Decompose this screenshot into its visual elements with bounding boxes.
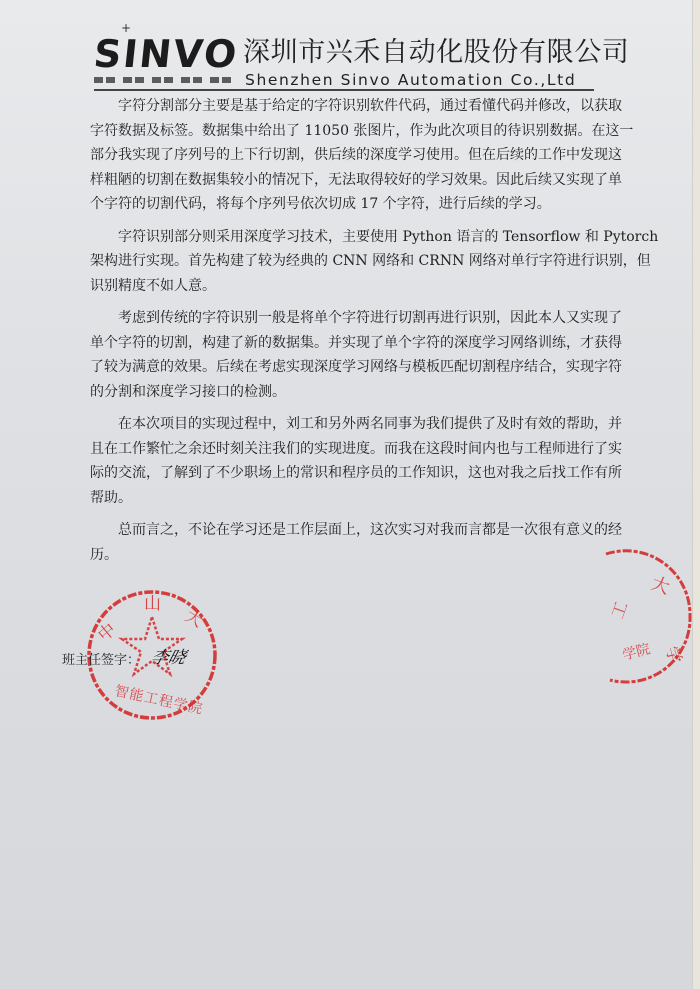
letterhead [91, 21, 630, 89]
seal-char: 学 [661, 644, 685, 666]
page-edge [692, 0, 700, 989]
seal-char: 工 [607, 598, 633, 622]
text-line: 际的交流，了解到了不少职场上的常识和程序员的工作知识，这也对我之后找工作有所 [90, 465, 622, 481]
text-line: 架构进行实现。首先构建了较为经典的 CNN 网络和 CRNN 网络对单行字符进行识别，但 [90, 253, 651, 269]
seal-char: 大 [181, 606, 207, 632]
paragraph-conclusion [90, 518, 622, 567]
text-line: 部分我实现了序列号的上下行切割，供后续的深度学习使用。但在后续的工作中发现这 [90, 147, 622, 163]
text-line: 的分割和深度学习接口的检测。 [90, 383, 286, 400]
logo-decoration [94, 77, 231, 83]
text-line: 考虑到传统的字符识别一般是将单个字符进行切割再进行识别，因此本人又实现了 [118, 310, 622, 326]
text-line: 字符识别部分则采用深度学习技术，主要使用 Python 语言的 Tensorflow 和 Pytorch [118, 228, 659, 245]
text-line: 单个字符的切割，构建了新的数据集。并实现了单个字符的深度学习网络训练，才获得 [90, 334, 622, 351]
document-body [90, 94, 659, 575]
university-seal-right [598, 548, 693, 688]
seal-char: 大 [648, 572, 673, 599]
logo-sparkle-icon: + [121, 21, 132, 35]
text-line: 识别精度不如人意。 [90, 277, 216, 294]
seal-char: 山 [144, 594, 161, 614]
paragraph-acknowledgement [90, 412, 622, 510]
paragraph-segmentation [90, 94, 634, 217]
text-line: 字符数据及标签。数据集中给出了 11050 张图片，作为此次项目的待识别数据。在这一 [90, 122, 634, 139]
seal-char: 学院 [620, 641, 653, 664]
seal-bottom-text: 智能工程学院 [113, 683, 205, 718]
text-line: 总而言之，不论在学习还是工作层面上，这次实习对我而言都是一次很有意义的经 [118, 522, 622, 538]
text-line: 字符分割部分主要是基于给定的字符识别软件代码，通过看懂代码并修改，以获取 [118, 98, 622, 114]
company-name-cn: 深圳市兴禾自动化股份有限公司 [243, 37, 630, 68]
text-line: 在本次项目的实现过程中，刘工和另外两名同事为我们提供了及时有效的帮助，并 [118, 416, 622, 432]
company-logo: SINVO [91, 32, 241, 76]
paragraph-recognition [90, 225, 659, 299]
text-line: 历。 [90, 546, 118, 563]
text-line: 帮助。 [90, 489, 132, 506]
company-name-en: Shenzhen Sinvo Automation Co.,Ltd [245, 71, 577, 89]
text-line: 样粗陋的切割在数据集较小的情况下，无法取得较好的学习效果。因此后续又实现了单 [90, 171, 622, 188]
text-line: 了较为满意的效果。后续在考虑实现深度学习网络与模板匹配切割程序结合，实现字符 [90, 359, 622, 375]
header-divider [94, 89, 594, 91]
text-line: 个字符的切割代码，将每个序列号依次切成 17 个字符，进行后续的学习。 [90, 196, 551, 212]
handwritten-signature: 李晓 [148, 648, 188, 668]
signature-label: 班主任签字： [62, 653, 141, 668]
text-line: 且在工作繁忙之余还时刻关注我们的实现进度。而我在这段时间内也与工程师进行了实 [90, 440, 622, 457]
seal-char: 中 [94, 619, 121, 646]
paragraph-single-char [90, 306, 622, 404]
